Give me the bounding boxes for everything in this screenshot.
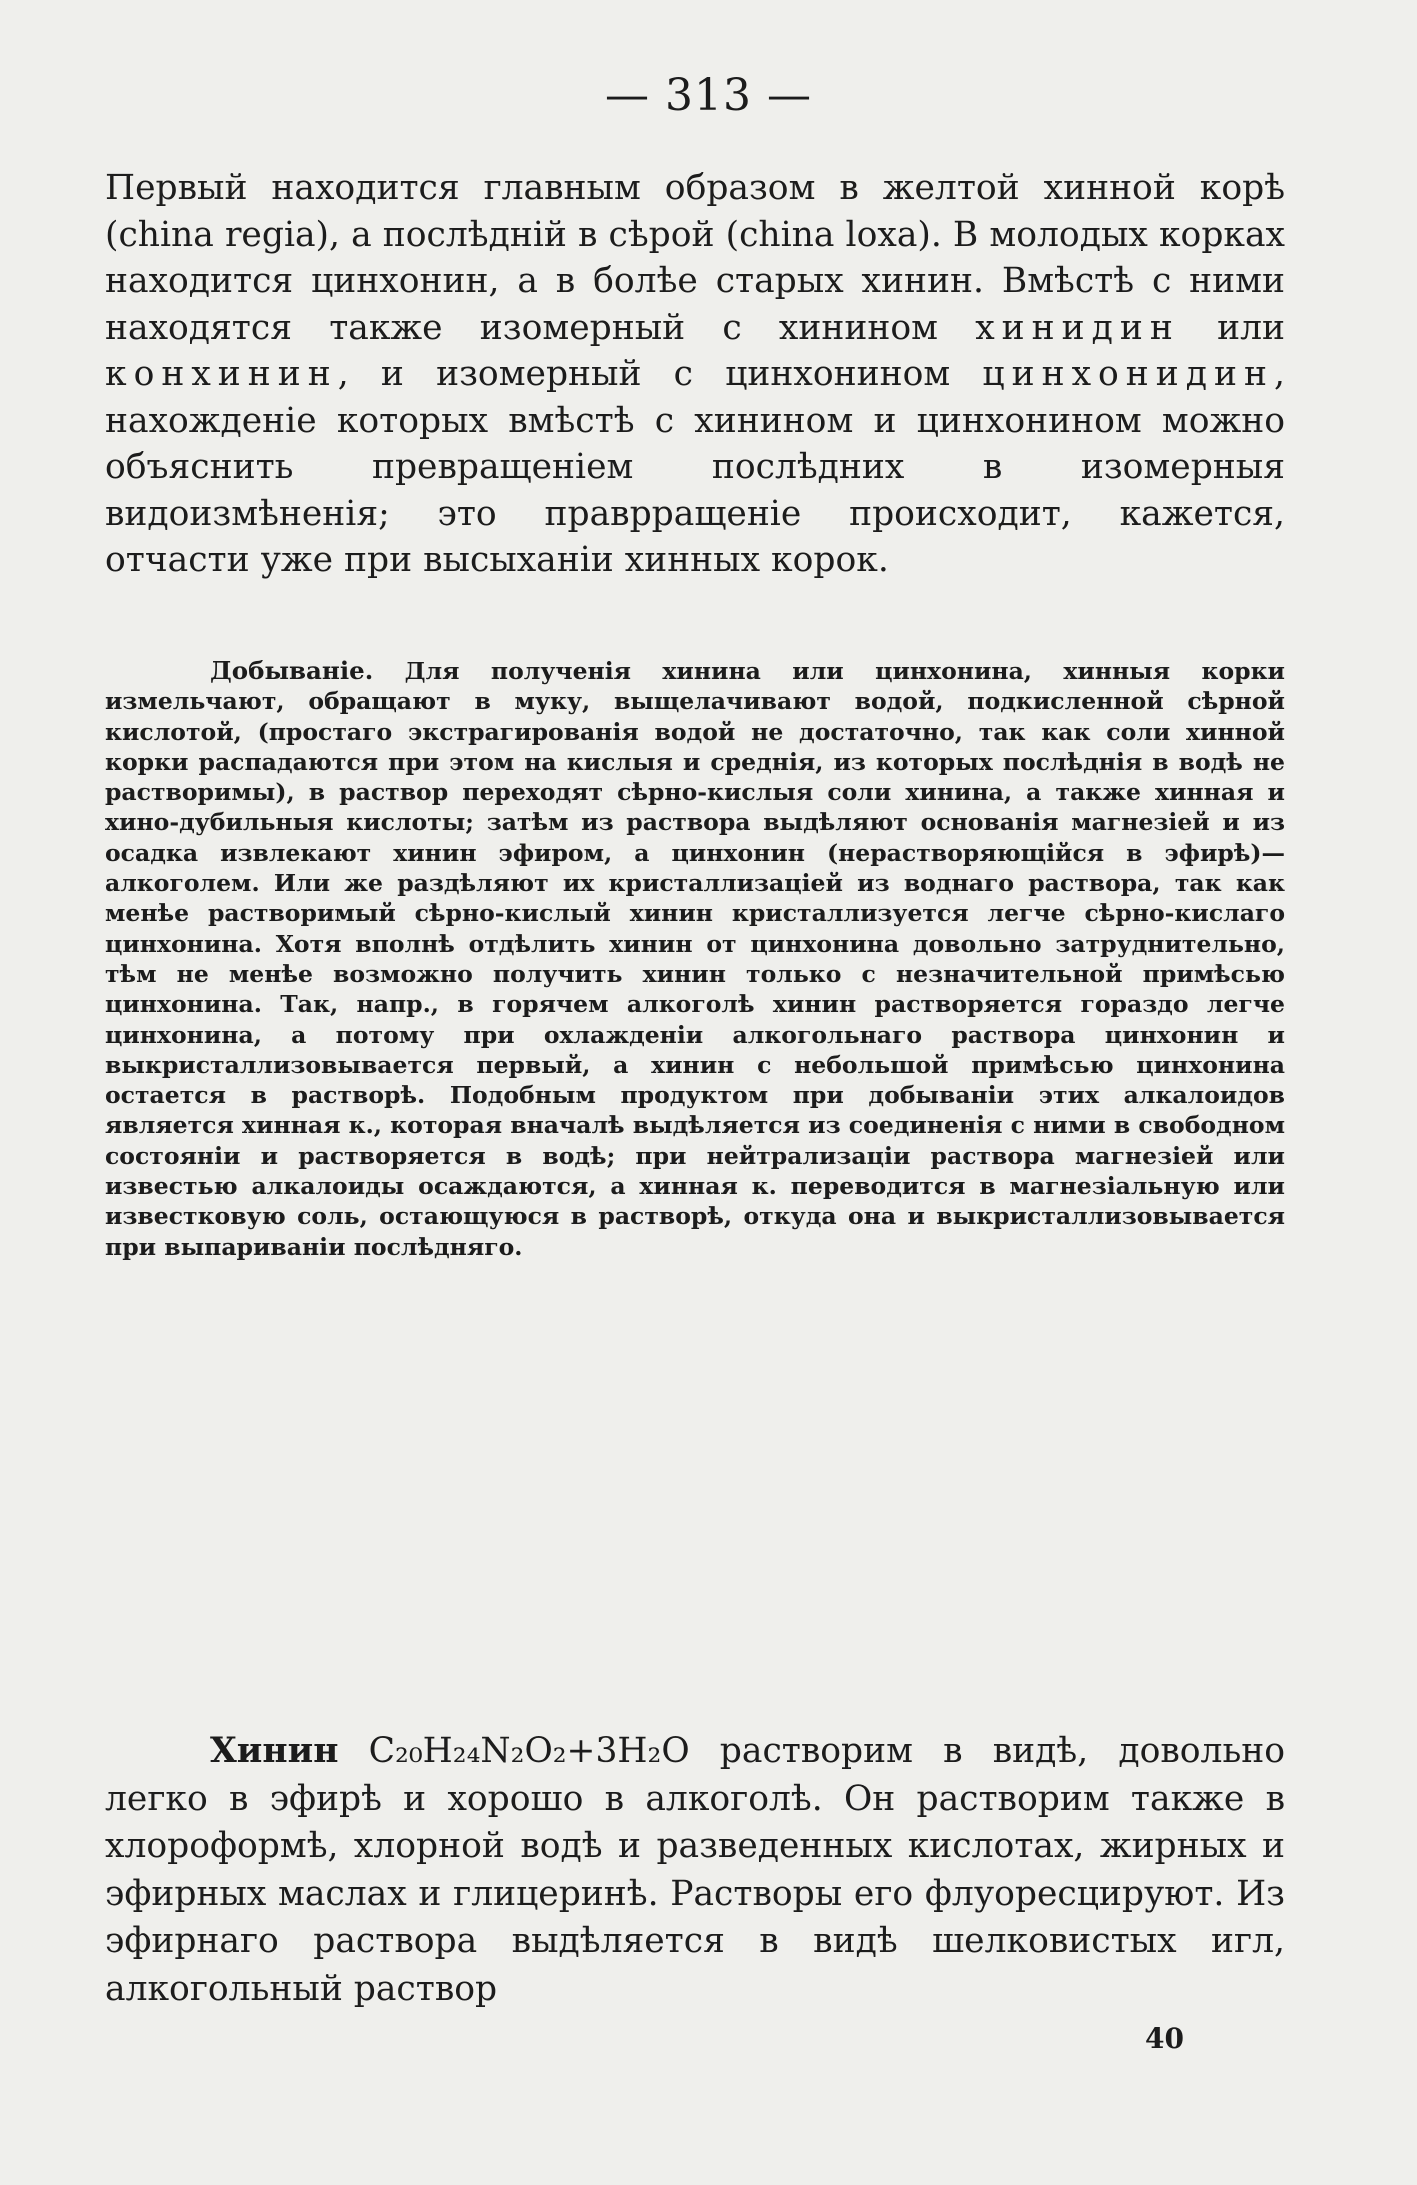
quinine-heading: Хинин: [210, 1731, 339, 1771]
quinine-text: растворим в видѣ, довольно легко в эфирѣ и хорошо в алкоголѣ. Он растворим также в хлороформѣ, хлорной водѣ и разведенных кислотах, жирных и эфирных маслах и глицеринѣ. Растворы его флуоресцируют. Из эфирнаго раствора выдѣляется в видѣ шелковистых игл, алкогольный раствор: [105, 1731, 1285, 2009]
extraction-text: Для полученiя хинина или цинхонина, хинныя корки измельчают, обращают в муку, выщелачивают водой, подкисленной сѣрной кислотой, (простаго экстрагированiя водой не достаточно, так как соли хинной корки распадаются при этом на кислыя и среднiя, из которых послѣднiя в водѣ не растворимы), в раствор переходят сѣрно-кислыя соли хинина, а также хинная и хино-дубильныя кислоты; затѣм из раствора выдѣляют основанiя магнезiей и из осадка извлекают хинин эфиром, а цинхонин (нерастворяющiйся в эфирѣ)—алкоголем. Или же раздѣляют их кристаллизацiей из воднаго раствора, так как менѣе растворимый сѣрно-кислый хинин кристаллизуется легче сѣрно-кислаго цинхонина. Хотя вполнѣ отдѣлить хинин от цинхонина довольно затруднительно, тѣм не менѣе возможно получить хинин только с незначительной примѣсью цинхонина. Так, напр., в горячем алкоголѣ хинин растворяется гораздо легче цинхонина, а потому при охлажденiи алкогольнаго раствора цинхонин и выкристаллизовывается первый, а хинин с небольшой примѣсью цинхонина остается в растворѣ. Подобным продуктом при добыванiи этих алкалоидов является хинная к., которая вначалѣ выдѣляется из соединенiя с ними в свободном состоянiи и растворяется в водѣ; при нейтрализацiи раствора магнезiей или известью алкалоиды осаждаются, а хинная к. переводится в магнезiальную или известковую соль, остающуюся в растворѣ, откуда она и выкристаллизовывается при выпариванiи послѣдняго.: [105, 657, 1285, 1261]
quinine-formula: C₂₀H₂₄N₂O₂+3H₂O: [338, 1731, 690, 1771]
paragraph-intro: [105, 165, 1285, 584]
extraction-heading: Добыванiе.: [210, 656, 374, 685]
term-hinidin: хинидин: [975, 307, 1180, 348]
term-cinhonidin: цинхонидин: [982, 354, 1275, 394]
paragraph-extraction: [105, 656, 1285, 1262]
page-number: — 313 —: [605, 70, 812, 121]
term-konhinin: конхинин: [105, 354, 338, 394]
intro-text-3: , и изомерный с цинхонином: [337, 354, 983, 394]
intro-text-2: или: [1179, 307, 1286, 348]
signature-mark: 40: [1145, 2022, 1184, 2055]
intro-text-4: , нахожденiе которых вмѣстѣ с хинином и цинхонином можно объяснить превращенiем послѣдних в изомерныя видоизмѣненiя; это праврращенiе происходит, кажется, отчасти уже при высыханiи хинных корок.: [105, 354, 1285, 580]
paragraph-quinine: [105, 1728, 1285, 2013]
intro-text-1: Первый находится главным образом в желтой хинной корѣ (china regia), а послѣднiй в сѣрой (china loxa). В молодых корках находится цинхонин, а в болѣе старых хинин. Вмѣстѣ с ними находятся также изомерный с хинином: [105, 168, 1285, 348]
